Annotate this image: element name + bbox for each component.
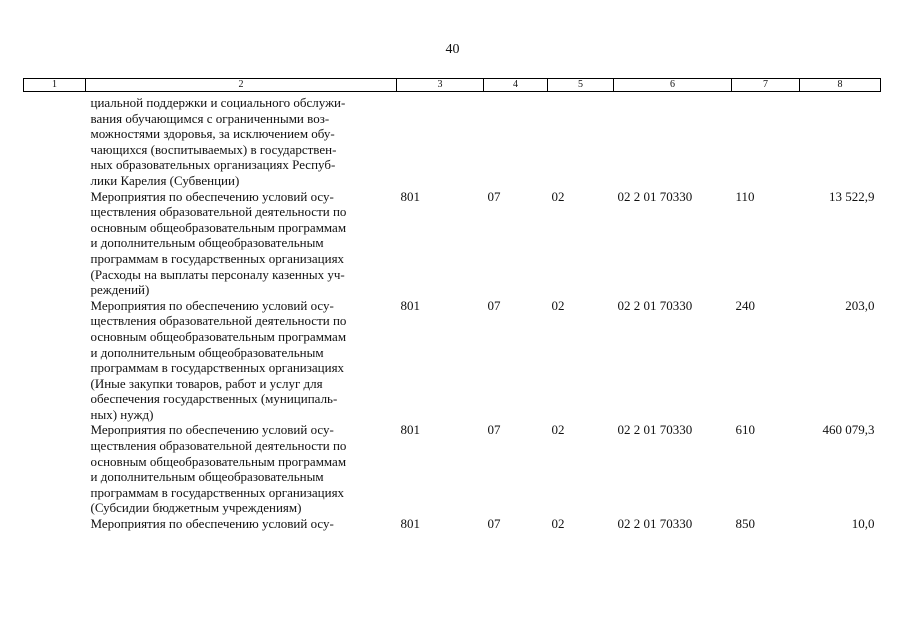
header-col-7: 7 — [732, 79, 800, 92]
cell-code-6 — [614, 92, 732, 189]
cell-code-7: 610 — [735, 422, 755, 438]
description-line: (Расходы на выплаты персоналу казенных уч- — [90, 266, 345, 282]
header-col-4: 4 — [484, 79, 548, 92]
description-line: Мероприятия по обеспечению условий осу- — [90, 297, 334, 313]
table-row — [24, 92, 881, 189]
cell-code-7: 240 — [735, 297, 755, 313]
cell-code-6: 02 2 01 70330 — [617, 297, 693, 313]
description-line: лики Карелия (Субвенции) — [90, 172, 240, 188]
cell-amount: 203,0 — [845, 297, 875, 313]
description-line: ных образовательных организациях Респуб- — [90, 157, 336, 173]
description-line: основным общеобразовательным программам — [90, 219, 347, 235]
cell-code-4: 07 — [487, 297, 501, 313]
description-line: вания обучающимся с ограниченными воз- — [90, 110, 330, 126]
cell-code-4: 07 — [487, 188, 501, 204]
cell-code-4: 07 — [487, 516, 501, 532]
page-number: 40 — [445, 42, 460, 57]
cell-code-5: 02 — [551, 297, 565, 313]
header-row — [24, 79, 881, 92]
cell-amount — [800, 92, 881, 189]
description-line: циальной поддержки и социального обслужи- — [90, 95, 346, 110]
cell-description — [86, 516, 397, 532]
table-row — [24, 189, 881, 298]
header-col-1: 1 — [24, 79, 86, 92]
cell-code-6: 02 2 01 70330 — [617, 516, 693, 532]
cell-description — [86, 92, 397, 189]
cell-amount: 13 522,9 — [829, 188, 875, 204]
description-line: чающихся (воспитываемых) в государствен- — [90, 141, 337, 157]
cell-col-1 — [24, 92, 86, 189]
cell-description — [86, 189, 397, 298]
header-col-3: 3 — [397, 79, 484, 92]
description-line: программам в государственных организациях — [90, 250, 345, 266]
cell-col-1 — [24, 189, 86, 298]
cell-code-5: 02 — [551, 188, 565, 204]
cell-code-3: 801 — [400, 516, 420, 532]
cell-code-3: 801 — [400, 422, 420, 438]
cell-code-7 — [732, 92, 800, 189]
description-line: можностями здоровья, за исключением обу- — [90, 126, 335, 142]
table-row — [24, 298, 881, 423]
cell-code-4 — [484, 92, 548, 189]
description-line: ществления образовательной деятельности по — [90, 313, 347, 329]
description-line: основным общеобразовательным программам — [90, 328, 347, 344]
description-line: ществления образовательной деятельности по — [90, 204, 347, 220]
cell-code-5: 02 — [551, 516, 565, 532]
description-line: (Иные закупки товаров, работ и услуг для — [90, 375, 323, 391]
cell-code-6: 02 2 01 70330 — [617, 188, 693, 204]
cell-code-6: 02 2 01 70330 — [617, 422, 693, 438]
header-col-6: 6 — [614, 79, 732, 92]
header-col-8: 8 — [800, 79, 881, 92]
description-line: Мероприятия по обеспечению условий осу- — [90, 422, 334, 438]
description-line: программам в государственных организациях — [90, 484, 345, 500]
description-line: обеспечения государственных (муниципаль- — [90, 391, 338, 407]
header-col-5: 5 — [548, 79, 614, 92]
description-line: реждений) — [90, 282, 150, 298]
cell-col-1 — [24, 422, 86, 516]
cell-col-1 — [24, 516, 86, 532]
cell-description — [86, 298, 397, 423]
description-line: и дополнительным общеобразовательным — [90, 344, 324, 360]
cell-code-3: 801 — [400, 297, 420, 313]
table-header — [24, 79, 881, 92]
cell-code-4: 07 — [487, 422, 501, 438]
cell-amount: 10,0 — [851, 516, 875, 532]
description-line: ных) нужд) — [90, 406, 154, 422]
description-line: основным общеобразовательным программам — [90, 453, 347, 469]
description-line: (Субсидии бюджетным учреждениям) — [90, 500, 302, 516]
budget-table — [23, 78, 881, 532]
cell-code-5: 02 — [551, 422, 565, 438]
description-line: ществления образовательной деятельности по — [90, 438, 347, 454]
description-line: Мероприятия по обеспечению условий осу- — [90, 516, 334, 532]
description-line: Мероприятия по обеспечению условий осу- — [90, 188, 334, 204]
cell-code-5 — [548, 92, 614, 189]
description-line: и дополнительным общеобразовательным — [90, 235, 324, 251]
table-body — [24, 92, 881, 532]
description-line: и дополнительным общеобразовательным — [90, 469, 324, 485]
cell-amount: 460 079,3 — [822, 422, 875, 438]
cell-code-3 — [397, 92, 484, 189]
table-row — [24, 422, 881, 516]
cell-code-7: 110 — [735, 188, 755, 204]
header-col-2: 2 — [86, 79, 397, 92]
cell-col-1 — [24, 298, 86, 423]
cell-code-7: 850 — [735, 516, 755, 532]
table-row — [24, 516, 881, 532]
cell-description — [86, 422, 397, 516]
cell-code-3: 801 — [400, 188, 420, 204]
description-line: программам в государственных организациях — [90, 360, 345, 376]
